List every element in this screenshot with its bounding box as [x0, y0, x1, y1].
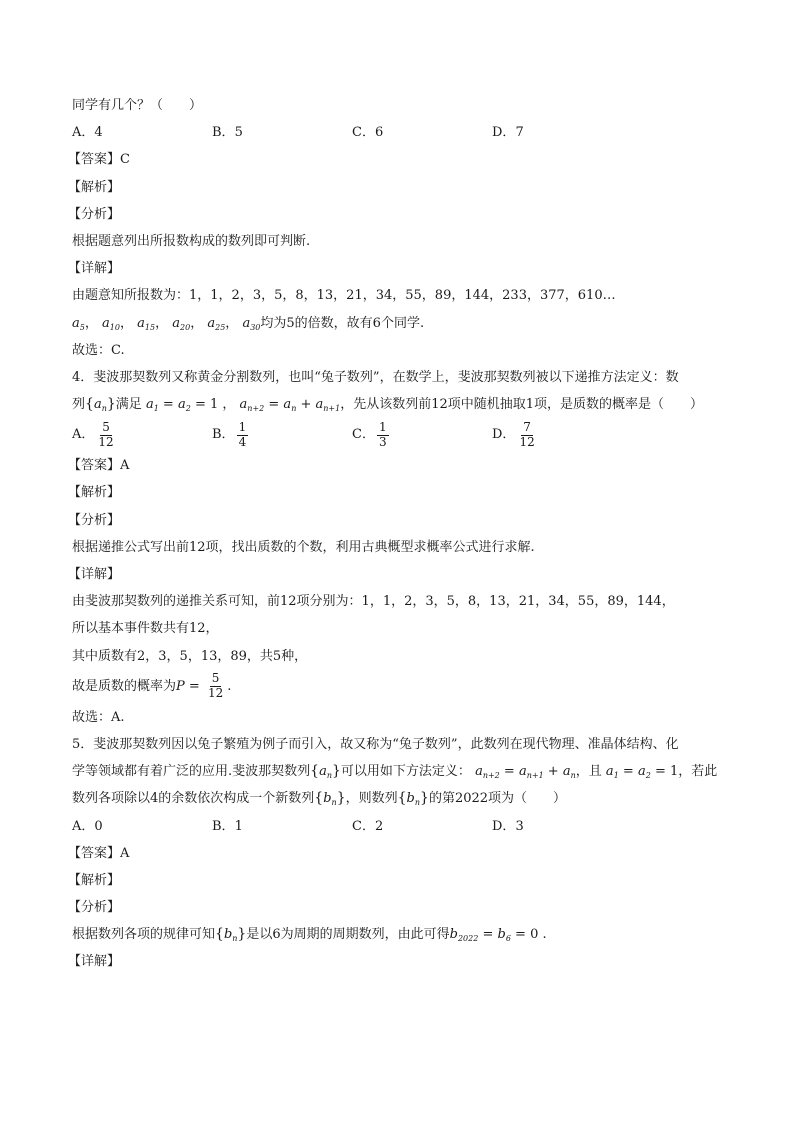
q3-option-d: D． 7: [492, 125, 524, 141]
q4-detail-primes: 其中质数有2，3，5，13，89，共5种，: [72, 648, 308, 664]
q4-detail-probability: 故是质数的概率为P = $\frac{5}{12}$ .: [72, 670, 232, 700]
q4-xiangjie-heading: 【详解】: [68, 567, 121, 582]
q4-options: [72, 418, 732, 452]
q5-stem-line2: 学等领域都有着广泛的应用.斐波那契数列$\{a_n\}$可以用如下方法定义： $a_{n+2} = a_{n+1} + a_n$，且 $a_1 = a_2 = 1$，若此: [72, 763, 718, 781]
q4-fenxi-text: 根据递推公式写出前12项，找出质数的个数，利用古典概型求概率公式进行求解.: [72, 539, 535, 555]
q5-options: [72, 813, 732, 840]
q4-detail-count: 所以基本事件数共有12，: [72, 621, 219, 637]
q4-option-d: D． $\frac{7}{12}$: [492, 419, 535, 449]
q3-option-b: B． 5: [212, 125, 243, 141]
q4-option-a: A． $\frac{5}{12}$: [72, 419, 114, 449]
q3-options: [72, 119, 732, 146]
q5-stem-line3: 数列各项除以4的余数依次构成一个新数列$\{b_n\}$，则数列$\{b_n\}$的第2022项为（ ）: [72, 790, 567, 808]
q5-fenxi-heading: 【分析】: [68, 900, 121, 916]
q3-detail-multiples: $a_5$， $a_{10}$， $a_{15}$， $a_{20}$， $a_{25}$， $a_{30}$均为5的倍数，故有6个同学.: [72, 315, 425, 332]
q5-xiangjie-heading: 【详解】: [68, 954, 121, 970]
q5-option-a: A． 0: [72, 818, 103, 834]
q4-fenxi-heading: 【分析】: [68, 512, 121, 528]
q5-option-b: B． 1: [212, 818, 243, 834]
q4-stem-line1: 4．斐波那契数列又称黄金分割数列，也叫“兔子数列”，在数学上，斐波那契数列被以下递推方法定义：数: [72, 369, 679, 385]
q5-option-c: C． 2: [352, 818, 384, 834]
q5-answer: 【答案】A: [68, 845, 130, 861]
q3-choose: 故选：C.: [72, 342, 125, 358]
q4-stem-line2: 列$\{a_n\}$满足 $a_1 = a_2 = 1$ ， $a_{n+2} = a_n + a_{n+1}$，先从该数列前12项中随机抽取1项，是质数的概率是（ ）: [72, 396, 704, 414]
q3-fenxi-heading: 【分析】: [68, 206, 121, 222]
q3-answer: 【答案】C: [68, 152, 130, 168]
q3-fenxi-text: 根据题意列出所报数构成的数列即可判断.: [72, 233, 311, 249]
q4-detail-terms: 由斐波那契数列的递推关系可知，前12项分别为：1，1，2，3，5，8，13，21，34，55，89，144，: [72, 594, 675, 610]
q3-jiexi-heading: 【解析】: [68, 179, 121, 195]
q4-choose: 故选：A.: [72, 709, 125, 725]
q4-option-b: B． $\frac{1}{4}$: [212, 419, 247, 449]
q3-stem-tail: 同学有几个？（ ）: [72, 98, 203, 113]
q5-jiexi-heading: 【解析】: [68, 872, 121, 888]
q5-fenxi-text: 根据数列各项的规律可知$\{b_n\}$是以6为周期的周期数列，由此可得$b_{2022} = b_6 = 0$ .: [72, 926, 547, 944]
q5-option-d: D． 3: [492, 818, 524, 834]
q3-detail-sequence: 由题意知所报数为：1，1，2，3，5，8，13，21，34，55，89，144，233，377，610…: [72, 288, 616, 304]
q4-answer: 【答案】A: [68, 458, 130, 474]
q3-xiangjie-heading: 【详解】: [68, 261, 121, 277]
document-content: [68, 92, 732, 976]
q5-stem-line1: 5．斐波那契数列因以兔子繁殖为例子而引入，故又称为“兔子数列”，此数列在现代物理、准晶体结构、化: [72, 736, 679, 752]
q3-option-c: C． 6: [352, 125, 384, 141]
q4-jiexi-heading: 【解析】: [68, 485, 121, 501]
q3-option-a: A． 4: [72, 125, 103, 141]
q4-option-c: C． $\frac{1}{3}$: [352, 419, 387, 449]
